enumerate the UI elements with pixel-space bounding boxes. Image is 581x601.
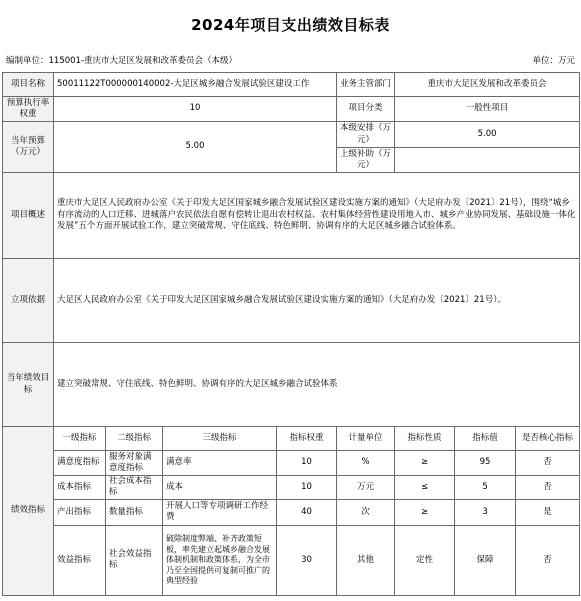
indicator-value: 95 xyxy=(455,451,516,476)
exec-rate-label: 预算执行率权重 xyxy=(3,97,54,122)
overview-label: 项目概述 xyxy=(3,173,54,259)
row-basis xyxy=(3,259,580,343)
table-row xyxy=(3,499,580,525)
indicator-weight: 30 xyxy=(277,525,337,595)
indicator-unit: 其他 xyxy=(337,525,395,595)
performance-table xyxy=(2,72,580,596)
row-goal xyxy=(3,343,580,427)
row-project-name xyxy=(3,73,580,97)
indicator-core: 是 xyxy=(516,499,580,525)
indicator-level1: 效益指标 xyxy=(54,525,106,595)
upper-label: 上级补助（万元） xyxy=(337,148,395,173)
basis-label: 立项依据 xyxy=(3,259,54,343)
indicator-unit: % xyxy=(337,451,395,476)
goal-label: 当年绩效目标 xyxy=(3,343,54,427)
indicator-level1: 成本指标 xyxy=(54,476,106,500)
indicator-level1: 满意度指标 xyxy=(54,451,106,476)
indicator-unit: 次 xyxy=(337,499,395,525)
indicator-header-row xyxy=(3,427,580,451)
indicator-nature: ≤ xyxy=(395,476,455,500)
indicator-value: 5 xyxy=(455,476,516,500)
row-overview xyxy=(3,173,580,259)
goal-text: 建立突破常规、守住底线、特色鲜明、协调有序的大足区城乡融合试验体系 xyxy=(54,343,580,427)
indicator-header-cell: 指标权重 xyxy=(277,427,337,451)
indicator-header-cell: 二级指标 xyxy=(106,427,163,451)
row-exec-rate xyxy=(3,97,580,122)
budget-value: 5.00 xyxy=(54,122,337,173)
indicator-value: 3 xyxy=(455,499,516,525)
category-label: 项目分类 xyxy=(337,97,395,122)
indicator-nature: ≥ xyxy=(395,451,455,476)
table-row xyxy=(3,451,580,476)
indicator-level3: 成本 xyxy=(163,476,277,500)
indicator-level1: 产出指标 xyxy=(54,499,106,525)
table-row xyxy=(3,476,580,500)
overview-text: 重庆市大足区人民政府办公室《关于印发大足区国家城乡融合发展试验区建设实施方案的通知》（大足府办发〔2021〕21号），围绕“城乡有序流动的人口迁移、进城落户农民依法自愿有偿转让退出农村权益、农村集体经营性建设用地入市、城乡产业协同发展、基础设施一体化发展”五个方面开展试验工作，建立突破常规、守住底线、特色鲜明、协调有序的大足区城乡融合试验体系。 xyxy=(54,173,580,259)
indicator-core: 否 xyxy=(516,451,580,476)
indicator-nature: 定性 xyxy=(395,525,455,595)
indicator-level2: 社会成本指标 xyxy=(106,476,163,500)
indicator-value: 保障 xyxy=(455,525,516,595)
indicator-level3: 满意率 xyxy=(163,451,277,476)
indicator-core: 否 xyxy=(516,525,580,595)
indicator-level3: 破除制度弊端、补齐政策短板，率先建立起城乡融合发展体制机制和政策体系，为全市乃至全国提供可复制可推广的典型经验 xyxy=(163,525,277,595)
compiling-unit xyxy=(6,54,237,66)
basis-text: 大足区人民政府办公室《关于印发大足区国家城乡融合发展试验区建设实施方案的通知》（大足府办发〔2021〕21号）。 xyxy=(54,259,580,343)
indicator-level2: 社会效益指标 xyxy=(106,525,163,595)
upper-value xyxy=(395,148,580,173)
page-title: 2024年项目支出绩效目标表 xyxy=(191,16,390,34)
indicator-header-cell: 是否核心指标 xyxy=(516,427,580,451)
indicator-weight: 40 xyxy=(277,499,337,525)
currency-unit: 单位：万元 xyxy=(532,56,575,66)
indicator-header-cell: 指标性质 xyxy=(395,427,455,451)
compiling-unit-label: 编制单位： xyxy=(6,56,49,66)
indicator-core: 否 xyxy=(516,476,580,500)
perf-label: 绩效指标 xyxy=(3,427,54,596)
indicator-nature: ≥ xyxy=(395,499,455,525)
compiling-unit-value: 115001-重庆市大足区发展和改革委员会（本级） xyxy=(48,56,238,66)
dept-label: 业务主管部门 xyxy=(337,73,395,97)
indicator-weight: 10 xyxy=(277,476,337,500)
indicator-header-cell: 指标值 xyxy=(455,427,516,451)
indicator-header-cell: 计量单位 xyxy=(337,427,395,451)
table-row xyxy=(3,525,580,595)
indicator-weight: 10 xyxy=(277,451,337,476)
category-value: 一般性项目 xyxy=(395,97,580,122)
indicator-header-cell: 三级指标 xyxy=(163,427,277,451)
project-name-label: 项目名称 xyxy=(3,73,54,97)
local-label: 本级安排（万元） xyxy=(337,122,395,148)
budget-label: 当年预算（万元） xyxy=(3,122,54,173)
indicator-level3: 开展人口等专项调研工作经费 xyxy=(163,499,277,525)
project-name-value: 50011122T000000140002-大足区城乡融合发展试验区建设工作 xyxy=(54,73,337,97)
indicator-level2: 数量指标 xyxy=(106,499,163,525)
indicator-level2: 服务对象满意度指标 xyxy=(106,451,163,476)
row-budget-local xyxy=(3,122,580,148)
exec-rate-value: 10 xyxy=(54,97,337,122)
dept-value: 重庆市大足区发展和改革委员会 xyxy=(395,73,580,97)
local-value: 5.00 xyxy=(395,122,580,148)
indicator-header-cell: 一级指标 xyxy=(54,427,106,451)
indicator-unit: 万元 xyxy=(337,476,395,500)
